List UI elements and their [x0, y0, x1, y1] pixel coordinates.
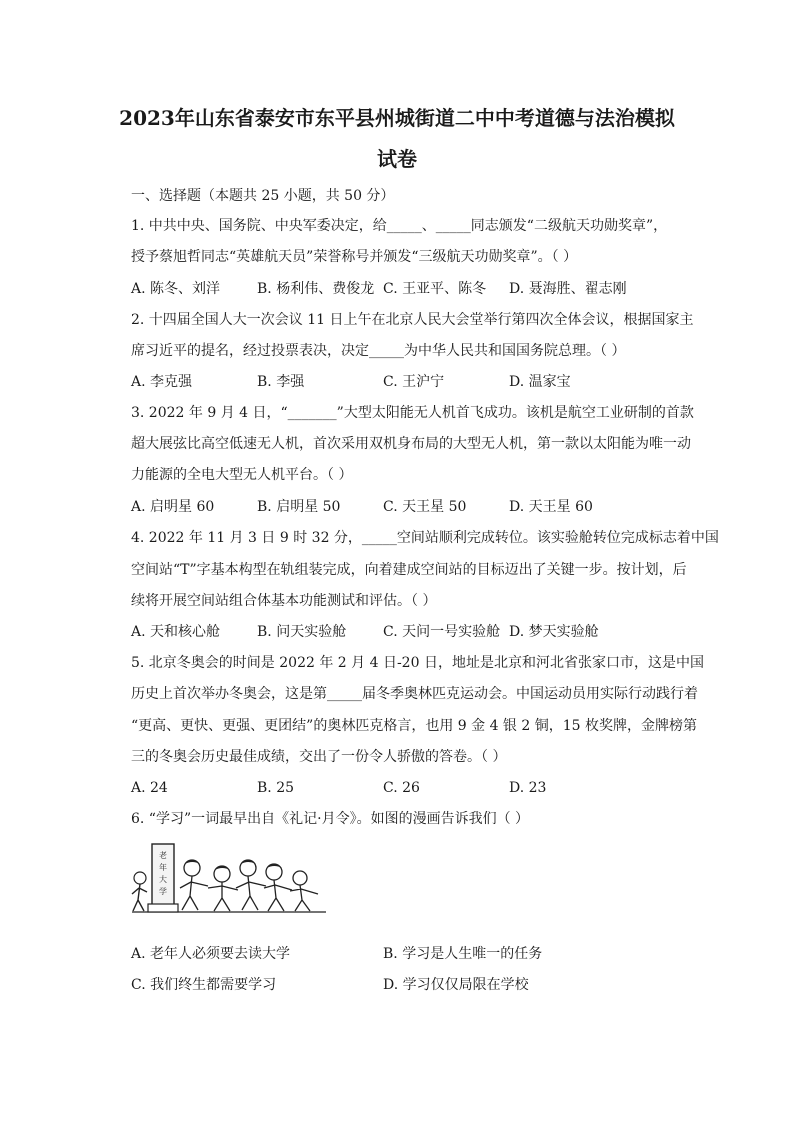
q1-option-b: B. 杨利伟、费俊龙: [257, 281, 375, 297]
q5-stem-line4: 三的冬奥会历史最佳成绩，交出了一份令人骄傲的答卷。（ ）: [131, 749, 507, 765]
q1-stem-line1: 1. 中共中央、国务院、中央军委决定，给_____、_____同志颁发“二级航天功勋奖章”，: [131, 218, 668, 234]
q1-option-d: D. 聂海胜、翟志刚: [509, 281, 627, 297]
q4-stem-line1: 4. 2022 年 11 月 3 日 9 时 32 分，_____空间站顺利完成转位。该实验舱转位完成标志着中国: [131, 530, 719, 546]
q5-option-b: B. 25: [257, 780, 295, 796]
q5-option-a: A. 24: [131, 780, 168, 796]
q3-option-a: A. 启明星 60: [131, 499, 215, 515]
q3-stem-line3: 力能源的全电大型无人机平台。（ ）: [131, 467, 353, 483]
q3-stem-line1: 3. 2022 年 9 月 4 日，“_______”大型太阳能无人机首飞成功。该机是航空工业研制的首款: [131, 405, 694, 421]
q6-option-a: A. 老年人必须要去读大学: [131, 946, 291, 962]
q2-option-c: C. 王沪宁: [383, 374, 445, 390]
q1-option-c: C. 王亚平、陈冬: [383, 281, 487, 297]
q6-stem-line1: 6. “学习”一词最早出自《礼记·月令》。如图的漫画告诉我们（ ）: [131, 811, 530, 827]
q6-option-d: D. 学习仅仅局限在学校: [383, 977, 529, 993]
cartoon-sign-char-4: 学: [159, 887, 167, 896]
cartoon-sign-char-1: 老: [159, 851, 167, 860]
cartoon-sign-char-3: 大: [159, 875, 167, 884]
q2-option-d: D. 温家宝: [509, 374, 571, 390]
q4-stem-line3: 续将开展空间站组合体基本功能测试和评估。（ ）: [131, 593, 437, 609]
page-title-line1: 2023年山东省泰安市东平县州城街道二中中考道德与法治模拟: [119, 106, 675, 130]
q1-stem-line2: 授予蔡旭哲同志“英雄航天员”荣誉称号并颁发“三级航天功勋奖章”。（ ）: [131, 249, 578, 265]
q4-option-a: A. 天和核心舱: [131, 624, 221, 640]
q3-option-d: D. 天王星 60: [509, 499, 593, 515]
q4-option-b: B. 问天实验舱: [257, 624, 347, 640]
q5-stem-line1: 5. 北京冬奥会的时间是 2022 年 2 月 4 日-20 日，地址是北京和河北省张家口市，这是中国: [131, 655, 704, 671]
q6-option-c: C. 我们终生都需要学习: [131, 977, 277, 993]
q2-option-a: A. 李克强: [131, 374, 193, 390]
q2-stem-line1: 2. 十四届全国人大一次会议 11 日上午在北京人民大会堂举行第四次全体会议，根据国家主: [131, 312, 694, 328]
cartoon-sign-char-2: 年: [159, 863, 167, 872]
q5-stem-line2: 历史上首次举办冬奥会，这是第_____届冬季奥林匹克运动会。中国运动员用实际行动践行着: [131, 686, 698, 702]
q3-option-b: B. 启明星 50: [257, 499, 341, 515]
q4-option-d: D. 梦天实验舱: [509, 624, 599, 640]
q5-option-d: D. 23: [509, 780, 547, 796]
q1-option-a: A. 陈冬、刘洋: [131, 281, 221, 297]
q5-option-c: C. 26: [383, 780, 420, 796]
q2-option-b: B. 李强: [257, 374, 305, 390]
q3-option-c: C. 天王星 50: [383, 499, 467, 515]
q6-option-b: B. 学习是人生唯一的任务: [383, 946, 543, 962]
q5-stem-line3: “更高、更快、更强、更团结”的奥林匹克格言，也用 9 金 4 银 2 铜，15 枚奖牌，金牌榜第: [131, 718, 697, 734]
q2-stem-line2: 席习近平的提名，经过投票表决，决定_____为中华人民共和国国务院总理。（ ）: [131, 343, 626, 359]
q4-stem-line2: 空间站“T”字基本构型在轨组装完成，向着建成空间站的目标迈出了关键一步。按计划，后: [131, 562, 687, 578]
q3-stem-line2: 超大展弦比高空低速无人机，首次采用双机身布局的大型无人机，第一款以太阳能为唯一动: [131, 436, 691, 452]
cartoon-image: [130, 838, 328, 920]
q4-option-c: C. 天问一号实验舱: [383, 624, 501, 640]
page-title-line2: 试卷: [377, 147, 417, 171]
section-heading: 一、选择题（本题共 25 小题，共 50 分）: [131, 188, 395, 204]
